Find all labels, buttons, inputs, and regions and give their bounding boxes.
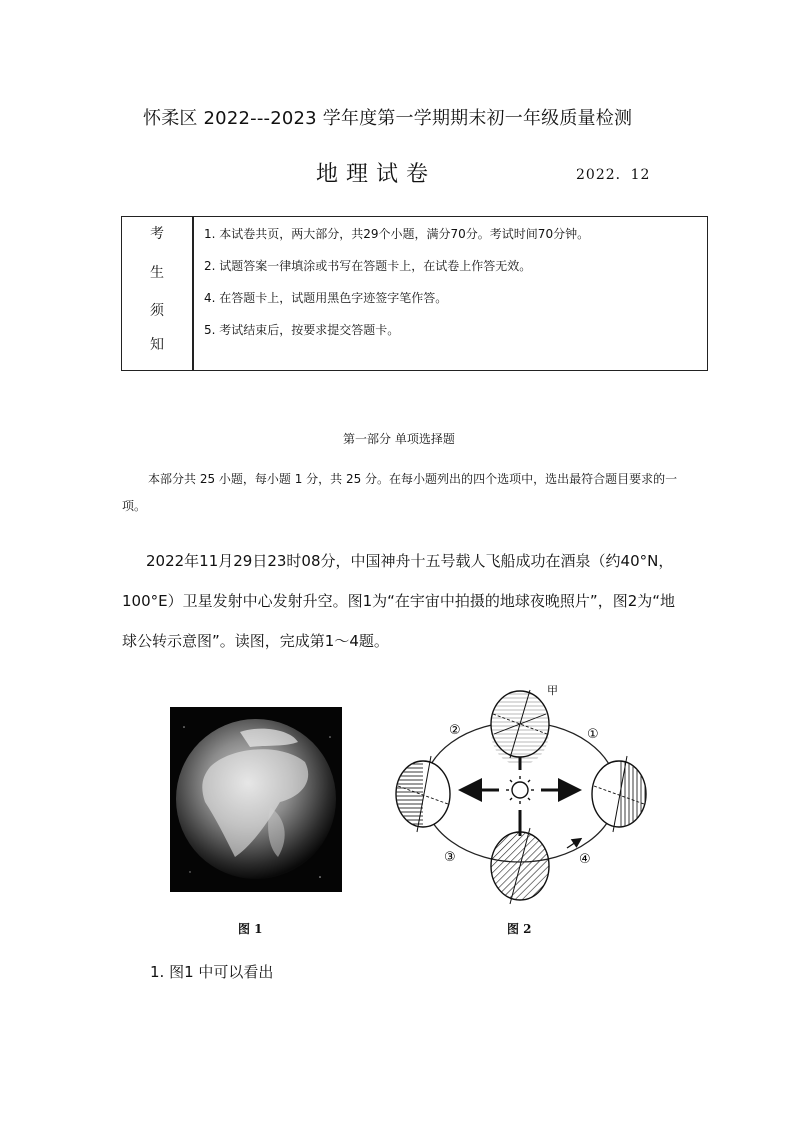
- question-intro: 2022年11月29日23时08分，中国神舟十五号载人飞船成功在酒泉（约40°N，100°E）卫星发射中心发射升空。图1为“在宇宙中拍摄的地球夜晚照片”，图2为“地球公转示意图”。读图，完成第1～4题。: [122, 552, 676, 650]
- earth-night-photo: [170, 707, 342, 892]
- exam-title: 怀柔区 2022---2023 学年度第一学期期末初一年级质量检测: [143, 108, 633, 129]
- earth-revolution-diagram: [389, 678, 649, 910]
- label-pos4: ④: [579, 852, 591, 867]
- notice-label: [122, 217, 194, 370]
- label-pos3: ③: [444, 850, 456, 865]
- figure2-caption: 图 2: [507, 922, 532, 936]
- part-title: 第一部分 单项选择题: [343, 432, 455, 446]
- sun-icon: [506, 776, 534, 804]
- question-1: 1. 图1 中可以看出: [150, 963, 274, 981]
- notice-label-char: 知: [150, 337, 164, 353]
- part-intro: 本部分共 25 小题，每小题 1 分，共 25 分。在每小题列出的四个选项中，选出最符合题目要求的一项。: [122, 472, 678, 513]
- notice-box: [121, 216, 708, 371]
- earth-left: [396, 756, 450, 832]
- notice-item: 4. 在答题卡上，试题用黑色字迹签字笔作答。: [204, 291, 448, 305]
- figure1-caption: 图 1: [238, 922, 263, 936]
- label-pos2: ②: [449, 723, 461, 738]
- label-pos1: ①: [587, 727, 599, 742]
- notice-item: 2. 试题答案一律填涂或书写在答题卡上，在试卷上作答无效。: [204, 259, 532, 273]
- earth-right: [592, 756, 646, 832]
- notice-label-char: 须: [150, 303, 164, 319]
- exam-date: 2022．12: [576, 167, 651, 183]
- label-jia: 甲: [547, 684, 558, 697]
- earth-top: [491, 690, 549, 765]
- notice-item: 1. 本试卷共页，两大部分，共29个小题，满分70分。考试时间70分钟。: [204, 227, 590, 241]
- exam-subtitle: 地理试卷: [316, 162, 437, 187]
- notice-label-char: 生: [150, 265, 164, 281]
- notice-label-char: 考: [150, 226, 164, 242]
- earth-bottom: [491, 828, 549, 904]
- notice-item: 5. 考试结束后，按要求提交答题卡。: [204, 323, 400, 337]
